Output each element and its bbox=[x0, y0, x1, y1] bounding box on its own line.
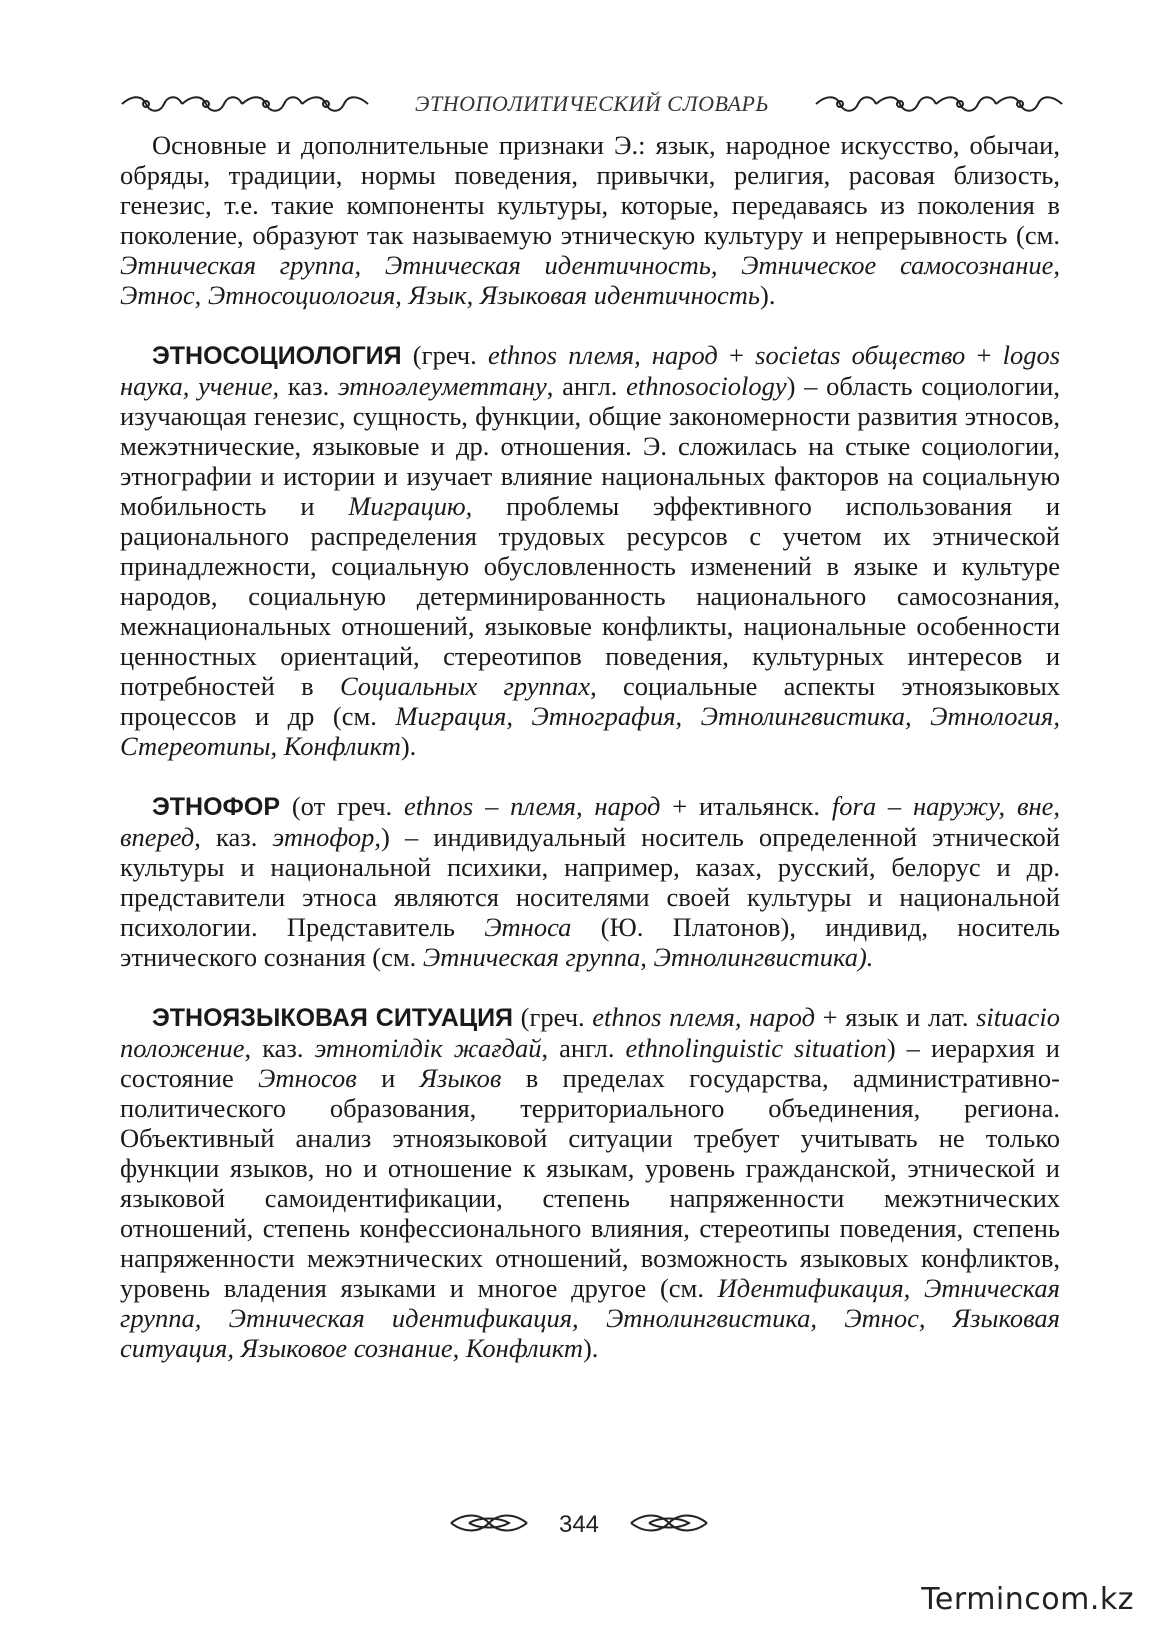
text-run: , англ. bbox=[541, 1033, 626, 1063]
entry-headword: ЭТНОСОЦИОЛОГИЯ bbox=[152, 342, 402, 370]
entry-ethnosociology bbox=[120, 340, 1060, 761]
paragraph-continuation bbox=[120, 130, 1060, 310]
etymology: ethnos – племя, народ bbox=[404, 791, 661, 821]
cross-reference: Миграцию, bbox=[348, 491, 473, 521]
etymology: ethnos племя, народ bbox=[487, 340, 718, 370]
cross-reference: Этническая группа, Этническая идентичность, Этническое самосознание, Этнос, Этносоциология, Язык, Языковая идентичность bbox=[120, 250, 1060, 310]
text-run: и bbox=[356, 1063, 420, 1093]
entry-ethnophor bbox=[120, 791, 1060, 972]
kazakh-term: этнотілдік жағдай bbox=[314, 1033, 542, 1063]
text-run: ) – область социологии, изучающая генезис, сущность, функции, общие закономерности развития этносов, межэтнические, языковые и др. отношения. Э. сложилась на стыке социологии, этнографии и истории и изучает влияние национальных факторов на социальную мобильность и bbox=[120, 371, 1060, 521]
etymology: fora – наружу, вне, вперед bbox=[120, 791, 1061, 852]
text-run: проблемы эффективного использования и рационального распределения трудовых ресурсов с учетом их этнической принадлежности, социальную обусловленность изменений в языке и культуре народов, социальную детерминированность национального самосознания, межнациональных отношений, языковые конфликты, национальные особенности ценностных ориентаций, стереотипов поведения, культурных интересов и потребностей в bbox=[120, 491, 1060, 701]
text-run: , социальные аспекты этноязыковых процессов и др (см. bbox=[120, 671, 1061, 731]
text-run: каз. bbox=[279, 371, 338, 401]
etymology: societas общество bbox=[755, 340, 966, 370]
english-term: ethnosociology bbox=[626, 371, 787, 401]
entry-headword: ЭТНОФОР bbox=[152, 793, 281, 821]
text-run: (греч. bbox=[513, 1002, 593, 1032]
text-run: + язык и лат. bbox=[815, 1002, 977, 1032]
cross-reference: Этноса bbox=[484, 912, 572, 942]
entry-headword: ЭТНОЯЗЫКОВАЯ СИТУАЦИЯ bbox=[152, 1004, 514, 1032]
etymology: logos наука, учение, bbox=[120, 340, 1061, 401]
text-run: + bbox=[717, 340, 756, 370]
cross-reference: Социальных группах bbox=[339, 671, 591, 701]
text-run: , каз. bbox=[244, 1033, 315, 1063]
kazakh-term: этнофор, bbox=[272, 822, 381, 852]
english-term: ethnolinguistic situation bbox=[625, 1033, 887, 1063]
text-run: (от греч. bbox=[280, 791, 405, 821]
cross-reference: Этническая группа, Этнолингвистика). bbox=[422, 942, 874, 972]
text-run: в пределах государства, административно-политического образования, территориального объединения, региона. Объективный анализ этноязыковой ситуации требует учитывать не только функции языков, но и отношение к языкам, уровень гражданской, этнической и языковой самоидентификации, степень напряженности межэтнических отношений, степень конфессионального влияния, стереотипы поведения, степень напряженности межэтнических отношений, возможность языковых конфликтов, уровень владения языками и многое другое (см. bbox=[120, 1063, 1061, 1303]
text-run: ). bbox=[760, 280, 776, 310]
entry-ethnolinguistic-situation bbox=[120, 1002, 1060, 1363]
text-run: ). bbox=[582, 1333, 599, 1363]
left-ornament-icon bbox=[120, 93, 370, 115]
text-run: ) – иерархия и состояние bbox=[120, 1033, 1060, 1093]
running-title: ЭТНОПОЛИТИЧЕСКИЙ СЛОВАРЬ bbox=[415, 91, 769, 116]
text-run: , каз. bbox=[194, 822, 273, 852]
text-run: , англ. bbox=[546, 371, 627, 401]
dictionary-body bbox=[120, 130, 1060, 1363]
cross-reference: Миграция, Этнография, Этнолингвистика, Этнология, Стереотипы, Конфликт bbox=[120, 701, 1060, 761]
text-run: ). bbox=[400, 731, 417, 761]
right-ornament-icon bbox=[814, 93, 1064, 115]
left-flourish-icon bbox=[449, 1511, 529, 1540]
page-footer bbox=[0, 1505, 1158, 1545]
page-header bbox=[120, 84, 1064, 124]
cross-reference: Идентификация, Этническая группа, Этническая идентификация, Этнолингвистика, Этнос, Языковая ситуация, Языковое сознание, Конфликт bbox=[120, 1273, 1060, 1363]
page-number: 344 bbox=[558, 1511, 600, 1538]
text-run: + итальянск. bbox=[660, 791, 832, 821]
kazakh-term: этноәлеуметтану bbox=[337, 371, 547, 401]
watermark: Termincom.kz bbox=[921, 1582, 1134, 1617]
text-run: + bbox=[965, 340, 1003, 370]
text-run: Основные и дополнительные признаки Э.: язык, народное искусство, обычаи, обряды, традиции, нормы поведения, привычки, религия, расовая близость, генезис, т.е. такие компоненты культуры, которые, передаваясь из поколения в поколение, образуют так называемую этническую культуру и непрерывность (см. bbox=[120, 130, 1060, 250]
cross-reference: Языков bbox=[419, 1063, 502, 1093]
etymology: situacio положение bbox=[120, 1002, 1061, 1063]
etymology: ethnos племя, народ bbox=[592, 1002, 816, 1032]
text-run: ) – индивидуальный носитель определенной этнической культуры и национальной психики, например, казах, русский, белорус и др. представители этноса являются носителями своей культуры и национальной психологии. Представитель bbox=[120, 822, 1060, 942]
text-run: (Ю. Платонов), индивид, носитель этнического сознания (см. bbox=[120, 912, 1060, 972]
cross-reference: Этносов bbox=[258, 1063, 357, 1093]
text-run: (греч. bbox=[401, 340, 488, 370]
right-flourish-icon bbox=[629, 1511, 709, 1540]
